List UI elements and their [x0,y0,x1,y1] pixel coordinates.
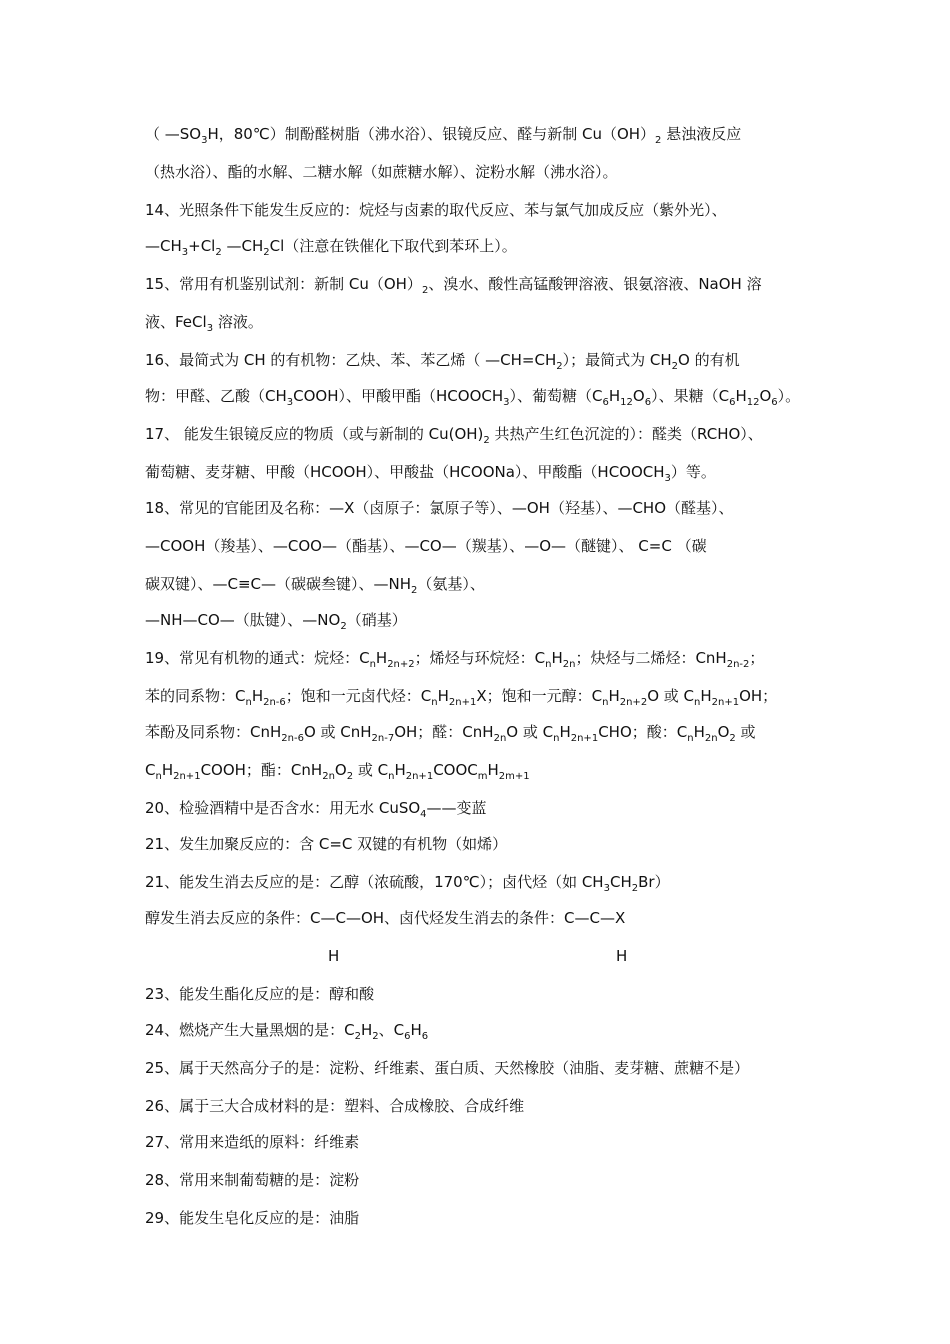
subscript: 6 [729,397,736,408]
text-run: 葡萄糖、麦芽糖、甲酸（HCOOH）、甲酸盐（HCOONa）、甲酸酯（HCOOCH [145,463,665,481]
text-run: H [360,1021,373,1039]
text-line [145,983,810,1013]
subscript: 3 [181,247,189,258]
text-run: ；饱和一元卤代烃：C [285,687,432,705]
text-run: H [735,387,747,405]
subscript: 3 [206,323,214,334]
text-run: H [437,687,449,705]
subscript: 6 [404,1031,411,1042]
text-run: ）等。 [670,463,716,481]
subscript: 12 [620,397,633,408]
text-run: C [145,761,156,779]
subscript: 2n-6 [281,733,304,744]
text-run: O 的有机 [678,351,740,369]
text-run: H [487,761,499,779]
text-line [145,423,810,453]
subscript: 2 [631,883,639,894]
subscript: 2 [263,247,270,258]
text-run: COOH）、甲酸甲酯（HCOOCH [293,387,504,405]
text-run: H [410,1021,422,1039]
text-run: —COOH（羧基）、—COO—（酯基）、—CO—（羰基）、—O—（醚键）、 C=C （碳 [145,537,707,555]
subscript: 6 [602,397,609,408]
subscript: 2 [483,435,490,446]
text-run: H [700,687,712,705]
text-run: 物：甲醛、乙酸（CH [145,387,287,405]
text-run: 溶液。 [213,313,263,331]
text-line [145,161,810,191]
subscript: 2 [340,621,347,632]
subscript: 2n [322,771,335,782]
text-run: Cl（注意在铁催化下取代到苯环上）。 [269,237,517,255]
text-run: Br） [638,873,670,891]
subscript: 2n+1 [711,697,740,708]
text-run: H [559,723,571,741]
text-run: O [632,387,645,405]
text-line [145,1057,810,1087]
text-run: ）、葡萄糖（C [509,387,603,405]
text-line [145,609,810,639]
subscript: 2n-2 [726,659,750,670]
text-line [145,497,810,527]
text-run: H，80℃）制酚醛树脂（沸水浴）、银镜反应、醛与新制 Cu（OH） [207,125,656,143]
text-run: 液、FeCl [145,313,207,331]
subscript: n [431,697,438,708]
hydrogen-label-haloalkane: H [616,947,628,965]
text-run: 24、燃烧产生大量黑烟的是：C [145,1021,355,1039]
text-line [145,235,810,265]
subscript: n [369,659,376,670]
text-run: O [334,761,347,779]
text-run: 悬浊液反应 [661,125,742,143]
subscript: 2n [562,659,576,670]
text-run: ；烯烃与环烷烃：C [414,649,546,667]
text-run: 苯酚及同系物：CnH [145,723,282,741]
subscript: 2 [556,361,563,372]
text-run: O [717,723,730,741]
subscript: 2n+2 [387,659,415,670]
text-run: H [551,649,563,667]
subscript: 4 [420,809,427,820]
subscript: 6 [771,397,778,408]
text-run: ）。 [777,387,801,405]
text-run: 25、属于天然高分子的是：淀粉、纤维素、蛋白质、天然橡胶（油脂、麦芽糖、蔗糖不是） [145,1059,750,1077]
text-run: 14、光照条件下能发生反应的：烷烃与卤素的取代反应、苯与氯气加成反应（紫外光）、 [145,201,727,219]
text-line [145,907,810,937]
subscript: 3 [603,883,610,894]
text-line [145,199,810,229]
subscript: n [155,771,162,782]
text-run: COOC [433,761,478,779]
text-run: 28、常用来制葡萄糖的是：淀粉 [145,1171,360,1189]
text-run: 15、常用有机鉴别试剂：新制 Cu（OH） [145,275,422,293]
text-line [145,685,810,715]
text-run: H [251,687,264,705]
subscript: 3 [503,397,510,408]
text-run: ）；最简式为 CH [562,351,672,369]
text-run: 29、能发生皂化反应的是：油脂 [145,1209,360,1227]
text-run: ； [749,649,765,667]
text-run: COOH；酯：CnH [200,761,323,779]
subscript: 2 [354,1031,361,1042]
subscript: n [545,659,552,670]
subscript: 2 [346,771,354,782]
subscript: 2n-6 [263,697,286,708]
text-run: H [161,761,174,779]
text-line [145,1019,810,1049]
text-line [145,759,810,789]
subscript: n [694,697,701,708]
text-line [145,273,810,303]
text-run: O [759,387,772,405]
text-run: 27、常用来造纸的原料：纤维素 [145,1133,360,1151]
text-run: 或 C [353,761,389,779]
text-line [145,721,810,751]
text-run: 醇发生消去反应的条件：C—C—OH、卤代烃发生消去的条件：C—C—X [145,909,626,927]
text-run: （氨基）、 [417,575,485,593]
text-run: 共热产生红色沉淀的）：醛类（RCHO）、 [489,425,763,443]
subscript: 2n+2 [619,697,648,708]
text-run: +Cl [188,237,216,255]
text-line [145,123,810,153]
subscript: 2 [215,247,222,258]
subscript: n [687,733,694,744]
subscript: 2n+1 [448,697,477,708]
text-run: H [608,687,620,705]
text-run: 19、常见有机物的通式：烷烃：C [145,649,370,667]
subscript: m [477,771,488,782]
text-run: 26、属于三大合成材料的是：塑料、合成橡胶、合成纤维 [145,1097,525,1115]
text-line [145,1131,810,1161]
text-run: CHO；酸：C [598,723,688,741]
text-run: 21、能发生消去反应的是：乙醇（浓硫酸，170℃）；卤代烃（如 CH [145,873,604,891]
text-run: 23、能发生酯化反应的是：醇和酸 [145,985,375,1003]
subscript: 2m+1 [498,771,530,782]
text-run: CH [609,873,632,891]
text-run: O 或 C [647,687,695,705]
text-line [145,461,810,491]
text-line [145,385,810,415]
text-line [145,349,810,379]
text-line [145,833,810,863]
text-run: 苯的同系物：C [145,687,246,705]
subscript: 3 [201,135,208,146]
subscript: 2 [671,361,679,372]
text-run: OH；醛：CnH [394,723,494,741]
text-run: —CH [145,237,182,255]
subscript: 2 [411,585,418,596]
subscript: 3 [664,473,671,484]
subscript: n [388,771,395,782]
subscript: 2n+1 [173,771,201,782]
subscript: 2 [655,135,662,146]
text-run: （ —SO [145,125,202,143]
text-run: O 或 C [506,723,554,741]
text-run: （硝基） [346,611,407,629]
text-line [145,871,810,901]
text-line [145,797,810,827]
text-run: 18、常见的官能团及名称：—X（卤原子：氯原子等）、—OH（羟基）、—CHO（醛基）、 [145,499,734,517]
text-line [145,535,810,565]
subscript: n [553,733,560,744]
hydrogen-label-alcohol: H [328,947,340,965]
subscript: 12 [746,397,760,408]
text-run: 20、检验酒精中是否含水：用无水 CuSO [145,799,421,817]
text-run: H [693,723,705,741]
text-run: 碳双键）、—C≡C—（碳碳叁键）、—NH [145,575,412,593]
text-run: 21、发生加聚反应的：含 C=C 双键的有机物（如烯） [145,835,508,853]
subscript: 6 [421,1031,429,1042]
text-line [145,1095,810,1125]
text-run: —CH [221,237,264,255]
text-line [145,647,810,677]
text-line [145,311,810,341]
text-line [145,1207,810,1237]
text-run: 或 [735,723,756,741]
subscript: n [602,697,609,708]
text-line [145,573,810,603]
text-run: 、溴水、酸性高锰酸钾溶液、银氨溶液、NaOH 溶 [428,275,762,293]
subscript: 2 [372,1031,379,1042]
text-run: H [375,649,388,667]
text-run: 17、 能发生银镜反应的物质（或与新制的 Cu(OH) [145,425,484,443]
text-run: H [608,387,621,405]
text-run: O 或 CnH [303,723,372,741]
text-run: X；饱和一元醇：C [476,687,603,705]
subscript: 2n+1 [405,771,434,782]
text-run: ）、果糖（C [651,387,730,405]
text-run: ；炔烃与二烯烃：CnH [575,649,727,667]
subscript: 2 [421,285,429,296]
text-run: —NH—CO—（肽键）、—NO [145,611,341,629]
subscript: n [245,697,252,708]
subscript: 2n+1 [570,733,599,744]
subscript: 3 [286,397,294,408]
subscript: 6 [644,397,652,408]
text-run: H [394,761,406,779]
subscript: 2n [493,733,507,744]
text-run: 16、最简式为 CH 的有机物：乙炔、苯、苯乙烯（ —CH=CH [145,351,557,369]
text-run: 、C [378,1021,405,1039]
text-run: （热水浴）、酯的水解、二糖水解（如蔗糖水解）、淀粉水解（沸水浴）。 [145,163,618,181]
text-run: ——变蓝 [426,799,487,817]
subscript: 2 [729,733,736,744]
text-run: OH； [739,687,778,705]
subscript: 2n [704,733,718,744]
subscript: 2n-7 [371,733,395,744]
text-line [145,1169,810,1199]
